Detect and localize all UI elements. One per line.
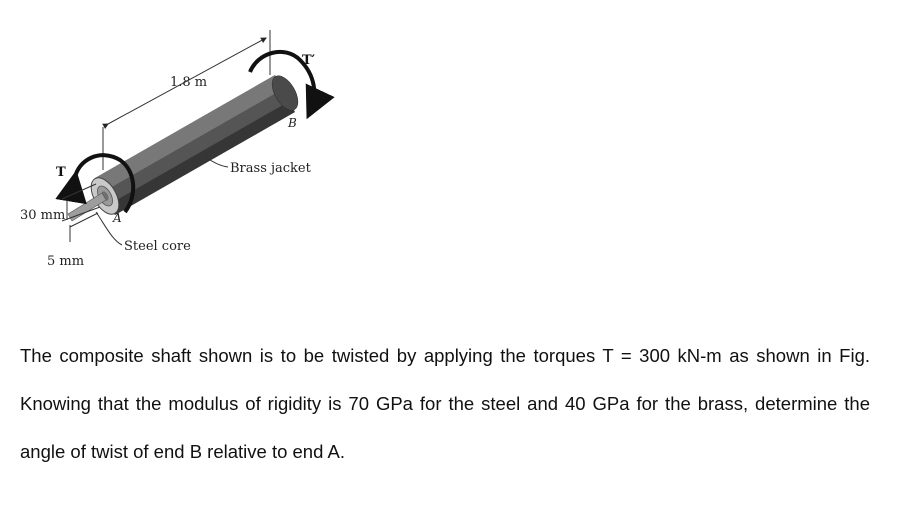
- brass-jacket: [95, 72, 303, 215]
- steel-label: Steel core: [124, 239, 191, 254]
- inner-diameter-label: 5 mm: [47, 254, 85, 269]
- torque-right-label: T′: [302, 53, 316, 68]
- outer-diameter-label: 30 mm: [20, 208, 66, 223]
- torque-left-label: T: [56, 165, 66, 180]
- end-a-label: A: [113, 211, 122, 225]
- length-label: 1.8 m: [170, 75, 208, 90]
- brass-label: Brass jacket: [230, 161, 311, 176]
- problem-statement: [20, 332, 870, 476]
- problem-text: The composite shaft shown is to be twisted by applying the torques T = 300 kN-m as shown in Fig. Knowing that the modulus of rigidity is 70 GPa for the steel and 40 GPa for the brass, determine the angle of twist of end B relative to end A.: [20, 345, 870, 462]
- end-b-label: B: [288, 116, 297, 130]
